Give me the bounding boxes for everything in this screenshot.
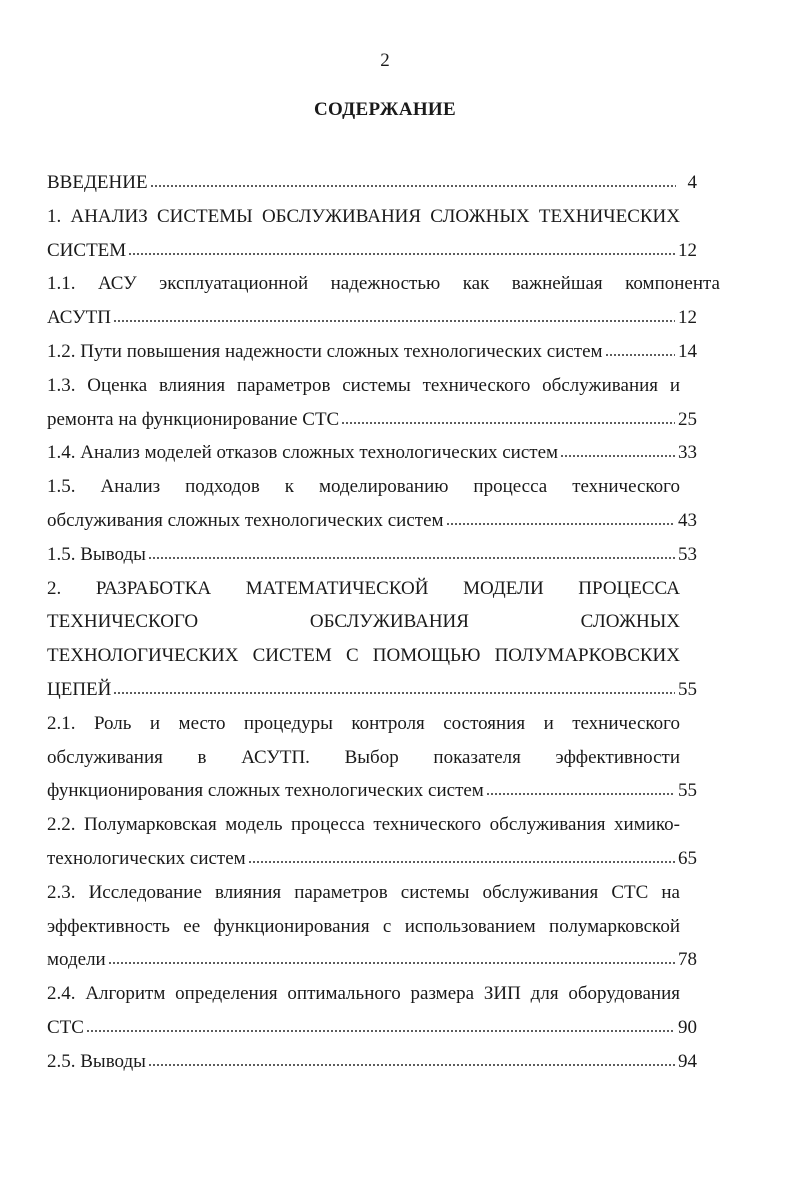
toc-entry-leader-line (47, 403, 697, 437)
toc-entry-leader-line (47, 436, 697, 470)
toc-entry-leader-line (47, 1045, 697, 1079)
toc-entry-page: 43 (678, 509, 697, 531)
toc-entry-page: 90 (678, 1016, 697, 1038)
toc-entry-title: 1.2. Пути повышения надежности сложных технологических систем (47, 340, 603, 362)
toc-entry-leader-line (47, 1011, 697, 1045)
toc-entry[interactable] (47, 335, 697, 369)
dot-leader (86, 1027, 675, 1033)
toc-entry-page: 55 (678, 678, 697, 700)
toc-entry-page: 53 (678, 543, 697, 565)
toc-entry[interactable] (47, 166, 697, 200)
toc-entry-page: 55 (678, 780, 697, 802)
toc-entry-leader-line (47, 166, 697, 200)
toc-entry-title: СТС (47, 1016, 84, 1038)
dot-leader (560, 452, 675, 458)
dot-leader (446, 520, 675, 526)
toc-entry-text-line: 2.4. Алгоритм определения оптимального размера ЗИП для оборудования (47, 983, 680, 1005)
toc-entry[interactable] (47, 1045, 697, 1079)
toc-entry[interactable] (47, 470, 697, 538)
toc-entry-title: модели (47, 949, 106, 971)
toc-entry-page: 25 (678, 408, 697, 430)
toc-entry-page: 14 (678, 340, 697, 362)
dot-leader (605, 351, 675, 357)
toc-entry[interactable] (47, 436, 697, 470)
toc-entry[interactable] (47, 572, 697, 707)
toc-entry-leader-line (47, 301, 697, 335)
toc-entry-title: обслуживания сложных технологических систем (47, 509, 444, 531)
toc-entry-leader-line (47, 234, 697, 268)
page-number: 2 (380, 50, 390, 71)
toc-entry-text-line: 2. РАЗРАБОТКА МАТЕМАТИЧЕСКОЙ МОДЕЛИ ПРОЦЕССА (47, 577, 680, 599)
toc-entry-title: ЦЕПЕЙ (47, 678, 112, 700)
toc-entry-title: ремонта на функционирование СТС (47, 408, 340, 430)
toc-entry-text-line: 1. АНАЛИЗ СИСТЕМЫ ОБСЛУЖИВАНИЯ СЛОЖНЫХ ТЕХНИЧЕСКИХ (47, 205, 680, 227)
toc-entry-title: ВВЕДЕНИЕ (47, 172, 148, 193)
toc-entry-title: 1.5. Выводы (47, 543, 146, 565)
toc-entry[interactable] (47, 200, 697, 268)
toc-entry-title: 1.4. Анализ моделей отказов сложных технологических систем (47, 442, 559, 464)
toc-entry-page: 78 (678, 949, 697, 971)
toc-entry-leader-line (47, 842, 697, 876)
dot-leader (148, 1061, 675, 1067)
dot-leader (113, 317, 675, 323)
toc-entry-text-line: ТЕХНИЧЕСКОГО ОБСЛУЖИВАНИЯ СЛОЖНЫХ (47, 611, 680, 633)
toc-entry-text-line: 1.3. Оценка влияния параметров системы технического обслуживания и (47, 374, 680, 396)
toc-entry-text-line: 1.1. АСУ эксплуатационной надежностью как важнейшая компонента (47, 273, 720, 295)
dot-leader (113, 689, 675, 695)
toc-entry[interactable] (47, 977, 697, 1045)
toc-entry-title: 2.5. Выводы (47, 1050, 146, 1072)
toc-entry-page: 12 (678, 307, 697, 329)
toc-entry-page: 33 (678, 442, 697, 464)
toc-entry[interactable] (47, 808, 697, 876)
toc-entry-text-line: эффективность ее функционирования с использованием полумарковской (47, 915, 680, 937)
toc-entry-leader-line (47, 673, 697, 707)
dot-leader (341, 419, 675, 425)
toc-entry-text-line: ТЕХНОЛОГИЧЕСКИХ СИСТЕМ С ПОМОЩЬЮ ПОЛУМАРКОВСКИХ (47, 645, 680, 667)
toc-entry[interactable] (47, 267, 720, 335)
toc-entry-text-line: 2.2. Полумарковская модель процесса технического обслуживания химико- (47, 814, 680, 836)
toc-entry-title: СИСТЕМ (47, 239, 127, 261)
toc-entry[interactable] (47, 369, 697, 437)
toc-entry-leader-line (47, 538, 697, 572)
toc-entry-page: 4 (687, 172, 697, 193)
toc-entry-text-line: 2.1. Роль и место процедуры контроля состояния и технического (47, 712, 680, 734)
toc-entry-leader-line (47, 504, 697, 538)
toc-entry-text-line: 1.5. Анализ подходов к моделированию процесса технического (47, 476, 680, 498)
toc-entry-page: 94 (678, 1050, 697, 1072)
toc-entry[interactable] (47, 538, 697, 572)
toc-entry-leader-line (47, 943, 697, 977)
dot-leader (150, 182, 676, 188)
dot-leader (486, 790, 675, 796)
toc-entry-page: 65 (678, 847, 697, 869)
dot-leader (108, 959, 675, 965)
dot-leader (248, 858, 675, 864)
dot-leader (148, 554, 675, 560)
toc-entry-page: 12 (678, 239, 697, 261)
toc-entry-leader-line (47, 774, 697, 808)
toc-entry-leader-line (47, 335, 697, 369)
toc-entry-title: функционирования сложных технологических систем (47, 780, 484, 802)
toc-entry-text-line: 2.3. Исследование влияния параметров системы обслуживания СТС на (47, 881, 680, 903)
toc-entry-title: технологических систем (47, 847, 246, 869)
page-title: СОДЕРЖАНИЕ (314, 99, 456, 120)
dot-leader (128, 250, 675, 256)
toc-entry[interactable] (47, 876, 697, 977)
toc-entry-text-line: обслуживания в АСУТП. Выбор показателя эффективности (47, 746, 680, 768)
toc-entry[interactable] (47, 707, 697, 808)
table-of-contents (47, 166, 720, 1079)
toc-entry-title: АСУТП (47, 307, 111, 329)
